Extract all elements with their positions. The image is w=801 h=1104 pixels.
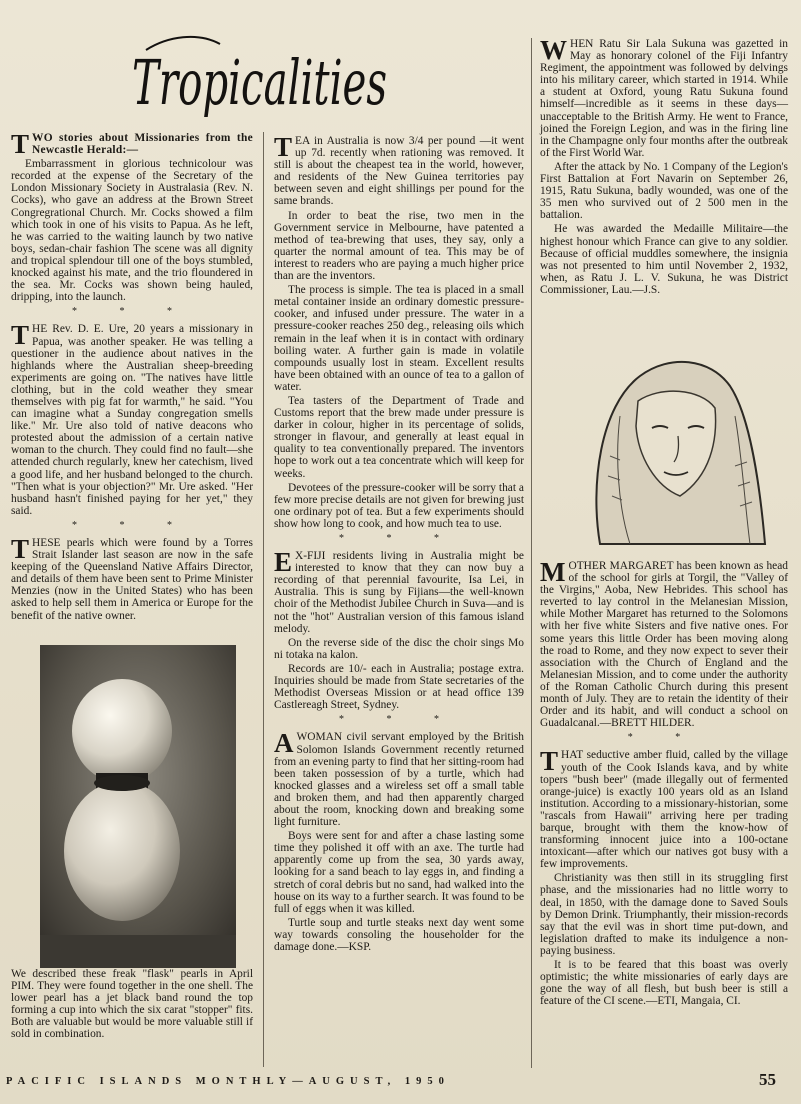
masthead xyxy=(128,22,398,132)
story-missionaries-body: Embarrassment in glorious technicolour was recorded at the expense of the Secretary of the London Missionary Society in Australasia (Rev. N. Cocks), who gave an address at the Brown Street Congregrational Church. Mr. Cocks showed a film which took in one of his visits to Papua. As he left, he was carried to the waiting launch by two native boys, sedan-chair fashion The scene was all dignity and tropical splendour till one of the boys stumbled, knocked against his mate, and the trio floundered in the sea. Mr. Cocks was shown being hauled, dripping, into the launch. xyxy=(11,158,253,304)
page-footer xyxy=(6,1070,796,1098)
story-pearls: THESE pearls which were found by a Torres Strait Islander last season are now in the safe keeping of the Queensland Native Affairs Director, and details of them have been sent to Prime Minister Menzies (now in the United States) who has been asked to help sell them in America or Europe for the benefit of the native owner. xyxy=(11,534,253,622)
section-divider: * * * xyxy=(339,533,459,544)
story-ure: THE Rev. D. E. Ure, 20 years a missionary in Papua, was another speaker. He was telling a questioner in the audience about natives in the highlands where the Australian sheep-breeding experiments are going on. "The natives have little clothing, but in the cold weather they smear themselves with pig fat for warmth," he said. "You can imagine what a Sunday congregation smells like." Mr. Ure also told of native deacons who protested about the admission of a certain native woman to the church. They could find no fault—she attended church regularly, knew her catechism, lived a good life, and her husband belonged to the church. "Then what is your objection?" Mr. Ure asked. "Her husband hasn't finished paying for her yet," they said. xyxy=(11,320,253,517)
column-rule xyxy=(263,132,264,1067)
story-sukuna-p3: He was awarded the Medaille Militaire—the highest honour which France can give to any soldier. Because of official muddles somewhere, the insignia was not presented to him until November 2, 1932, when, as Ratu J. L. V. Sukuna, he was District Commissioner, Lau.—J.S. xyxy=(540,223,788,296)
page-number: 55 xyxy=(759,1070,776,1089)
story-bush-beer-p3: It is to be feared that this boast was overly optimistic; the white missionaries of early days are gone the way of all flesh, but bush beer is still a feature of the CI scene.—ETI, Mangaia, CI. xyxy=(540,959,788,1008)
story-turtle-p3: Turtle soup and turtle steaks next day went some way towards consoling the householder for the damage done.—KSP. xyxy=(274,916,524,953)
story-tea-p4: Tea tasters of the Department of Trade and Customs report that the brew made under pressure is darker in colour, higher in its percentage of solids, stronger in flavour, and generally at least equal in quality to tea conventionally prepared. The inventors hope to work out a tea concentrate which will keep for weeks. xyxy=(274,394,524,480)
column-3-lower xyxy=(540,557,788,1009)
story-turtle: AWOMAN civil servant employed by the British Solomon Islands Government recently returned from an evening party to find that her sitting-room had been taken possession of by a turtle, which had knocked glasses and a wireless set off a small table and broken them, and had then apparently charged about the room, knocking down and breaking some light furniture. xyxy=(274,728,524,829)
pearls-photo xyxy=(40,645,236,968)
story-mother-margaret: MOTHER MARGARET has been known as head of the school for girls at Torgil, the "Valley of the Virgins," Aoba, New Hebrides. This school has reverted to lay control in the Melanesian Mission, while Mother Margaret has returned to the Solomons with her five white Sisters and five native ones. For some years this little Order has been moving along the road to Rome, and they now expect to sever their association with the Church of England and the Melanesian Mission, and to come under the authority of the Roman Catholic Church during this present month of July. They are to retain the identity of their Order and its habit, and will conduct a school on Guadalcanal.—BRETT HILDER. xyxy=(540,557,788,730)
story-tea-p2: In order to beat the rise, two men in the Government service in Melbourne, have patented a method of tea-brewing that uses, they say, only a quarter the normal amount of tea. This may be of interest to readers who are paying a much higher price than are the inventors. xyxy=(274,209,524,283)
story-sukuna: WHEN Ratu Sir Lala Sukuna was gazetted in May as honorary colonel of the Fiji Infantry Regiment, the appointment was followed by delvings into his military career, which started in 1914. While a student at Oxford, young Ratu Sukuna found himself—incredible as it seems in these days—unacceptable to the British Army. He went to France, joined the Foreign Legion, and was in the firing line in the Champagne only four months after the outbreak of the First World War. xyxy=(540,35,788,159)
mother-margaret-portrait xyxy=(560,346,765,544)
story-turtle-p2: Boys were sent for and after a chase lasting some time they polished it off with an axe. The turtle had apparently come up from the sea, 30 yards away, looking for a sand beach to lay eggs in, and finding a stretch of coral debris but no sand, had walked into the house on its way to a further search. It was found to be full of eggs when it was killed. xyxy=(274,830,524,915)
masthead-title: Tropicalities xyxy=(132,46,387,119)
story-fiji-record-p2: On the reverse side of the disc the choir sings Mo ni totaka na kalon. xyxy=(274,636,524,661)
masthead-script xyxy=(128,22,398,132)
story-fiji-record-p3: Records are 10/- each in Australia; postage extra. Inquiries should be made from State secretaries of the Methodist Overseas Mission or at head office 139 Castlereagh Street, Sydney. xyxy=(274,662,524,712)
section-divider: * * * xyxy=(72,519,192,531)
column-rule xyxy=(531,38,532,1068)
story-bush-beer-p2: Christianity was then still in its struggling first phase, and the missionaries had no little worry to deal, in 1850, with the damage done to Saved Souls by Demon Drink. Triumphantly, their mission-records say that the evil was in short time put-down, and legislation drafted to make its indulgence a non-paying business. xyxy=(540,872,788,957)
column-3 xyxy=(540,35,788,298)
section-divider: * * xyxy=(627,732,701,744)
story-tea-p3: The process is simple. The tea is placed in a small metal container inside an ordinary domestic pressure-cooker, and infused under pressure. The water in a pressure-cooker reaches 250 deg., releasing oils which remain in the leaf when it is in contact with ordinary boiling water. A further gain is made in volatile compounds usually lost in steam. Excellent results have been obtained with an ounce of tea to a gallon of water. xyxy=(274,284,524,393)
footer-publication: PACIFIC ISLANDS MONTHLY—AUGUST, 1950 xyxy=(6,1076,450,1087)
story-fiji-record: E X-FIJI residents living in Australia might be interested to know that they can now buy a recording of that perennial favourite, Isa Lei, in Australia. This is sung by Fijians—the well-known choir of the Methodist Jubilee Church in Suva—and is not the "hot" Australian version of this famous island melody. xyxy=(274,547,524,635)
pearls-image xyxy=(40,645,236,968)
story-sukuna-p2: After the attack by No. 1 Company of the Legion's First Battalion at Fort Navarin on September 26, 1915, Ratu Sukuna, badly wounded, was one of the 35 men who survived out of 2 500 men in the battalion. xyxy=(540,160,788,222)
section-divider: * * * xyxy=(72,306,192,318)
story-missionaries: TWO stories about Missionaries from the Newcastle Herald:— xyxy=(11,129,253,159)
story-tea-p5: Devotees of the pressure-cooker will be sorry that a few more precise details are not given for brewing just one ordinary pot of tea. But a few experiments should show how long to cook, and how much tea to use. xyxy=(274,481,524,530)
column-1 xyxy=(11,129,253,624)
column-2 xyxy=(274,132,524,955)
portrait-sketch xyxy=(560,346,765,544)
pearls-caption: We described these freak "flask" pearls in April PIM. They were found together in the one shell. The lower pearl has a jet black band round the top forming a cup into which the six carat "stopper" fits. Both are valuable but would be more valuable still if sold in combination. xyxy=(11,968,253,1041)
section-divider: * * * xyxy=(339,714,459,726)
story-bush-beer: THAT seductive amber fluid, called by the village youth of the Cook Islands kava, and by white topers "bush beer" (made illegally out of fermented orange-juice) is exactly 100 years old as an Island institution. According to a missionary-historian, some "rascals from Hawaii" arriving here per trading barque, brought with them the know-how of transforming innocent juice into a 100-octane intoxicant—after which our natives got busy with a few improvements. xyxy=(540,746,788,871)
story-tea: TEA in Australia is now 3/4 per pound —it went up 7d. recently when rationing was removed. It still is about the cheapest tea in the world, however, and residents of the New Guinea territories pay between seven and eight shillings per pound for the same brands. xyxy=(274,132,524,208)
